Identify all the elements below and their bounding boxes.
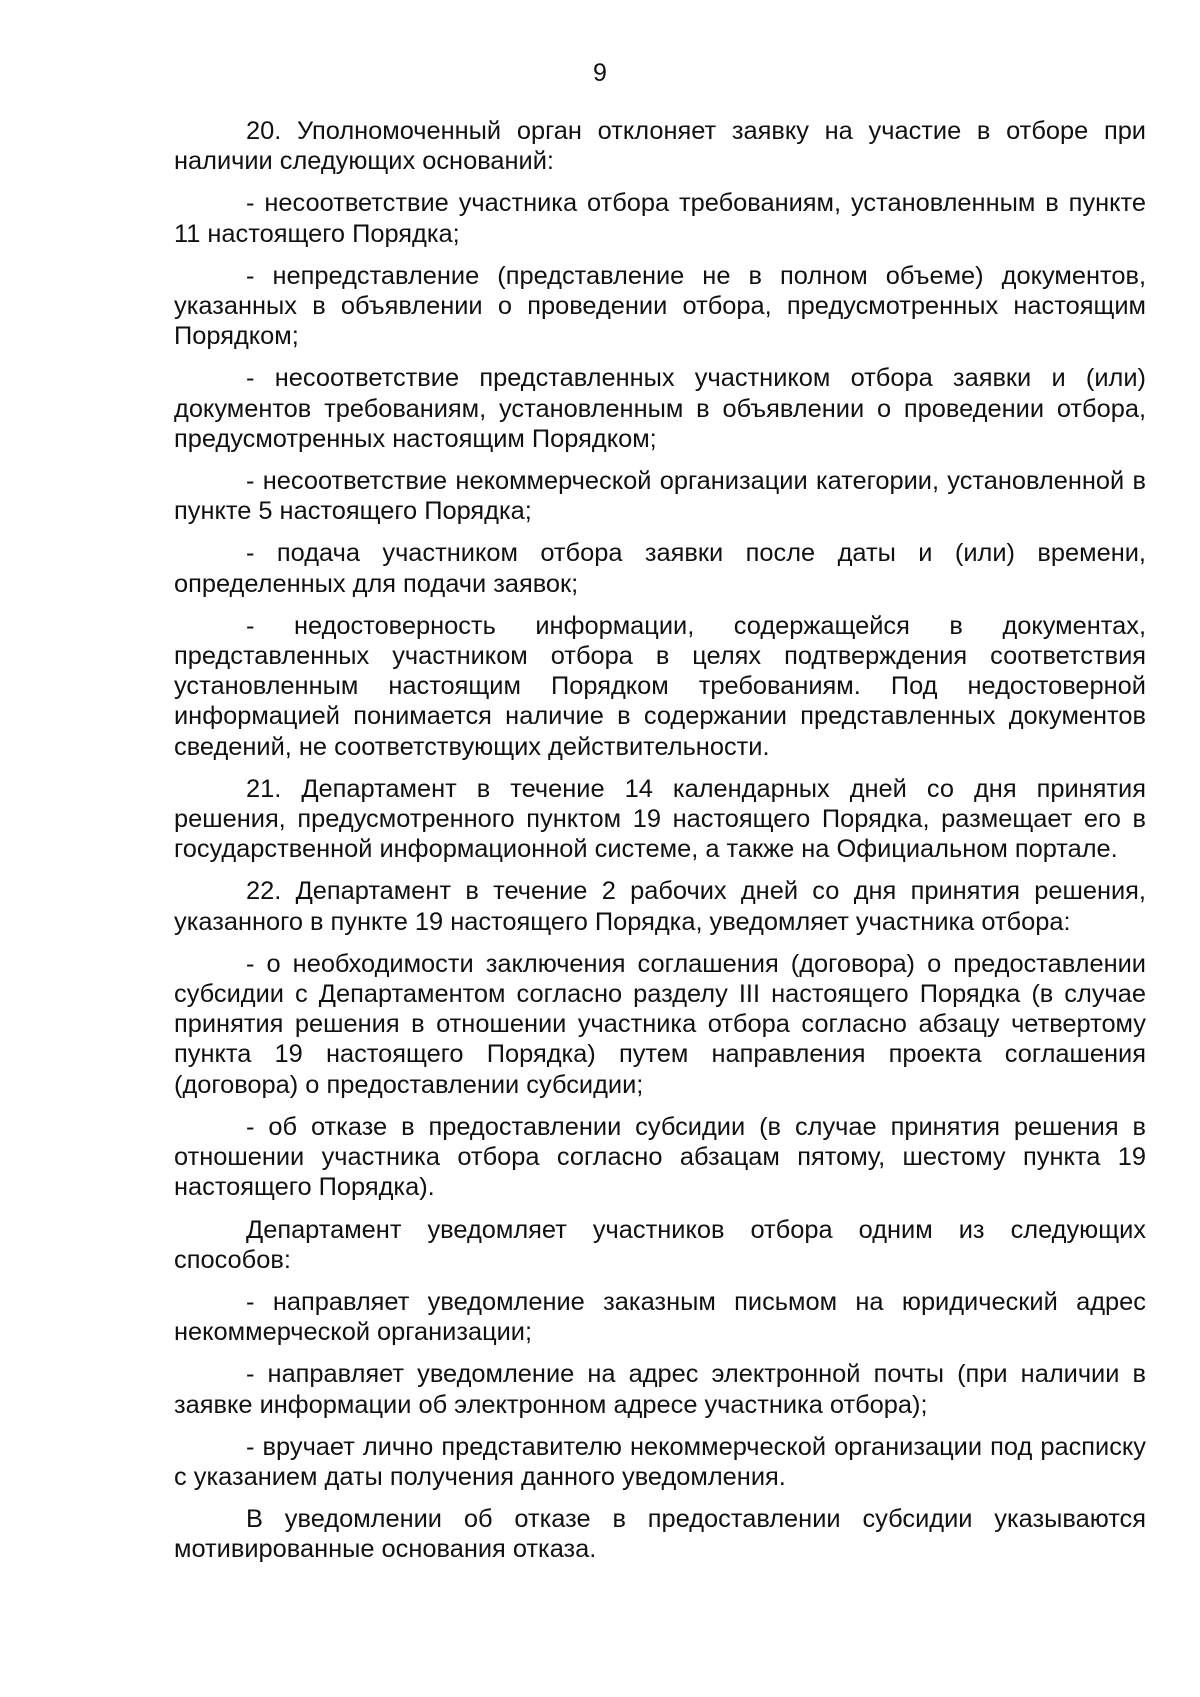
paragraph-refusal-reasons: В уведомлении об отказе в предоставлении субсидии указываются мотивированные основания отказа. bbox=[174, 1505, 1146, 1564]
list-item-email-notice: - направляет уведомление на адрес электронной почты (при наличии в заявке информации об электронном адресе участника отбора); bbox=[174, 1360, 1146, 1419]
list-item-documents-not-submitted: - непредставление (представление не в полном объеме) документов, указанных в объявлении о проведении отбора, предусмотренных настоящим Порядком; bbox=[174, 261, 1146, 351]
list-item-application-noncompliance: - несоответствие представленных участником отбора заявки и (или) документов требованиям, установленным в объявлении о проведении отбора, предусмотренных настоящим Порядком; bbox=[174, 364, 1146, 453]
list-item-refusal-notice: - об отказе в предоставлении субсидии (в случае принятия решения в отношении участника отбора согласно абзацам пятому, шестому пункта 19 настоящего Порядка). bbox=[174, 1112, 1146, 1202]
list-item-unreliable-information: - недостоверность информации, содержащейся в документах, представленных участником отбора в целях подтверждения соответствия установленным настоящим Порядком требованиям. Под недостоверной информацией понимается наличие в содержании представленных документов сведений, не соответствующих действительности. bbox=[174, 611, 1146, 761]
list-item-agreement-notice: - о необходимости заключения соглашения (договора) о предоставлении субсидии с Департаментом согласно разделу III настоящего Порядка (в случае принятия решения в отношении участника отбора согласно абзацу четвертому пункта 19 настоящего Порядка) путем направления проекта соглашения (договора) о предоставлении субсидии; bbox=[174, 949, 1146, 1099]
paragraph-item-22: 22. Департамент в течение 2 рабочих дней со дня принятия решения, указанного в пункте 19 настоящего Порядка, уведомляет участника отбора: bbox=[174, 877, 1146, 936]
list-item-registered-mail: - направляет уведомление заказным письмом на юридический адрес некоммерческой организации; bbox=[174, 1287, 1146, 1347]
document-body bbox=[174, 116, 1146, 1577]
paragraph-notification-methods: Департамент уведомляет участников отбора одним из следующих способов: bbox=[174, 1215, 1146, 1274]
paragraph-item-20: 20. Уполномоченный орган отклоняет заявку на участие в отборе при наличии следующих оснований: bbox=[174, 117, 1146, 176]
page-number: 9 bbox=[593, 59, 607, 87]
list-item-personal-delivery: - вручает лично представителю некоммерческой организации под расписку с указанием даты получения данного уведомления. bbox=[174, 1432, 1146, 1491]
list-item-late-submission: - подача участником отбора заявки после даты и (или) времени, определенных для подачи заявок; bbox=[174, 539, 1146, 598]
paragraph-item-21: 21. Департамент в течение 14 календарных дней со дня принятия решения, предусмотренного пунктом 19 настоящего Порядка, размещает его в государственной информационной системе, а также на Официальном портале. bbox=[174, 774, 1146, 864]
list-item-category-noncompliance: - несоответствие некоммерческой организации категории, установленной в пункте 5 настоящего Порядка; bbox=[174, 467, 1146, 526]
list-item-noncompliance-requirements: - несоответствие участника отбора требованиям, установленным в пункте 11 настоящего Порядка; bbox=[174, 189, 1146, 248]
